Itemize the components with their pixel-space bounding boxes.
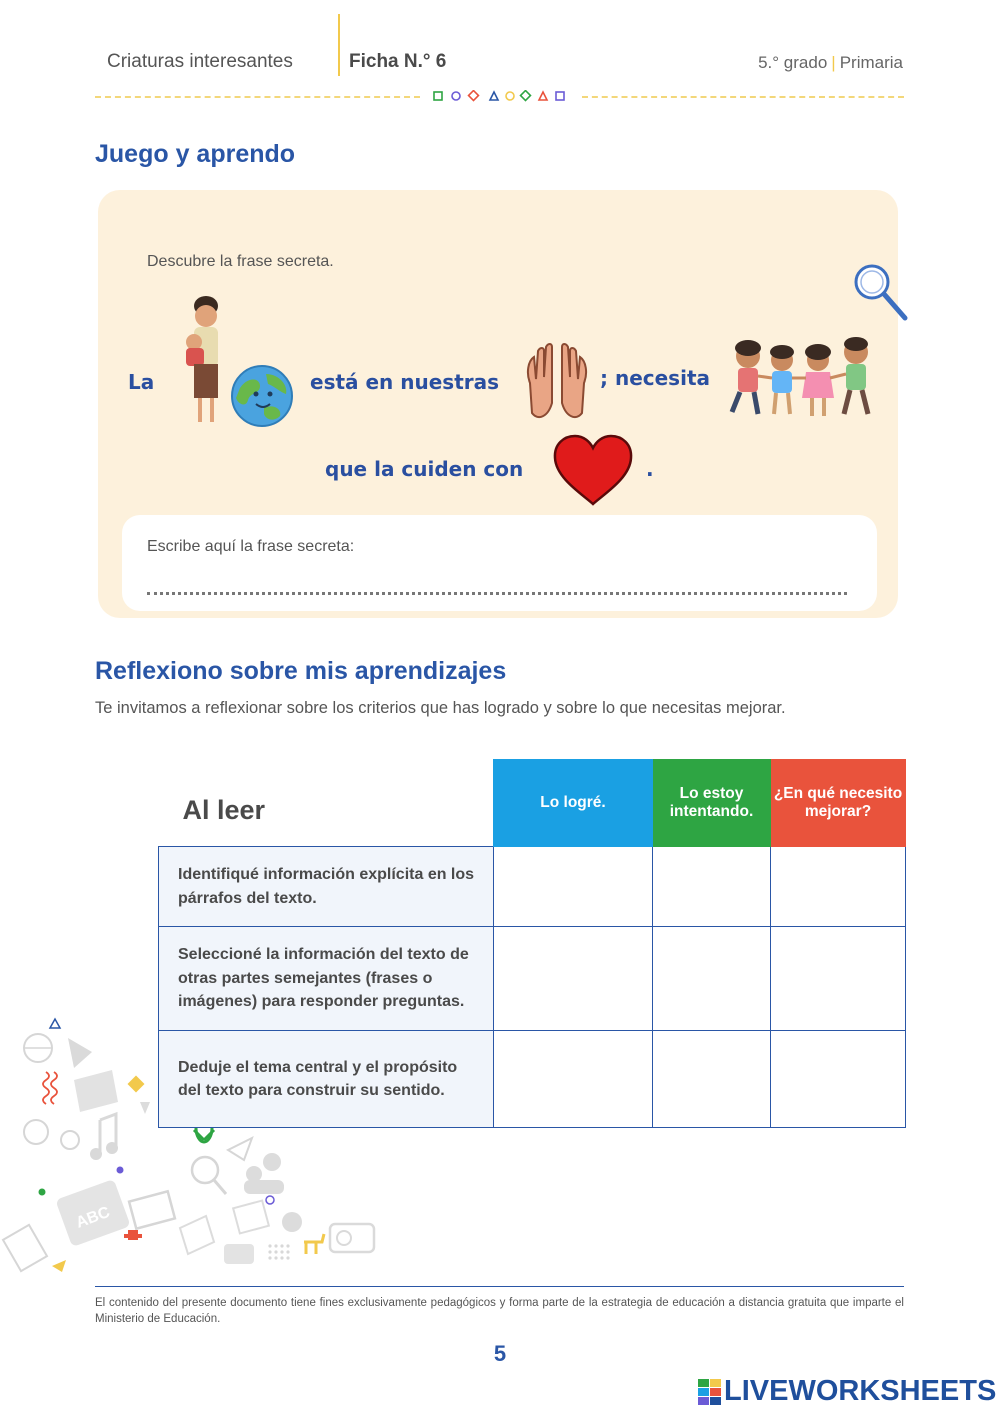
page-header: [0, 0, 1000, 110]
puzzle-period: .: [646, 457, 654, 481]
grade-separator: |: [831, 53, 836, 72]
answer-cell-done[interactable]: [494, 927, 653, 1031]
header-divider: [338, 14, 340, 76]
answer-cell-trying[interactable]: [653, 927, 771, 1031]
subject-title: Criaturas interesantes: [107, 51, 293, 72]
liveworksheets-logo-icon: [698, 1377, 722, 1407]
answer-cell-trying[interactable]: [653, 1031, 771, 1128]
worksheet-number: Ficha N.° 6: [349, 51, 447, 72]
answer-label: Escribe aquí la frase secreta:: [147, 538, 355, 555]
answer-cell-done[interactable]: [494, 1031, 653, 1128]
page-number: 5: [493, 1341, 507, 1366]
reflection-intro: Te invitamos a reflexionar sobre los criterios que has logrado y sobre lo que necesitas mejorar.: [95, 699, 786, 717]
answer-input[interactable]: [771, 1071, 905, 1086]
answer-cell-improve[interactable]: [771, 847, 906, 927]
column-header-trying: Lo estoy intentando.: [653, 760, 771, 847]
level-label: Primaria: [839, 53, 903, 72]
decorative-shapes-row: [432, 90, 568, 104]
answer-input[interactable]: [653, 879, 770, 894]
table-header-row: [159, 760, 906, 847]
answer-input[interactable]: [494, 971, 652, 986]
answer-cell-improve[interactable]: [771, 1031, 906, 1128]
header-dashed-line-right: [582, 96, 904, 98]
reflection-section-title: Reflexiono sobre mis aprendizajes: [95, 657, 507, 685]
mother-icon: [176, 294, 232, 428]
answer-input[interactable]: [494, 1071, 652, 1086]
answer-cell-trying[interactable]: [653, 847, 771, 927]
puzzle-word-necesita: ; necesita: [600, 366, 710, 390]
liveworksheets-brand: LIVEWORKSHEETS: [724, 1375, 997, 1407]
answer-input[interactable]: [771, 971, 905, 986]
footer-disclaimer: El contenido del presente documento tiene fines exclusivamente pedagógicos y forma parte de la estrategia de educación a distancia gratuita que imparte el Ministerio de Educación.: [95, 1297, 904, 1325]
magnifier-icon: [850, 262, 912, 324]
header-dashed-line-left: [95, 96, 420, 98]
grade-label: 5.° grado: [758, 53, 828, 72]
answer-panel: [122, 515, 877, 611]
column-header-improve: ¿En qué necesito mejorar?: [771, 760, 906, 847]
answer-cell-done[interactable]: [494, 847, 653, 927]
puzzle-words-hands: está en nuestras: [310, 370, 500, 394]
children-icon: [726, 336, 881, 422]
answer-input[interactable]: [494, 879, 652, 894]
game-instruction: Descubre la frase secreta.: [147, 253, 334, 270]
answer-input[interactable]: [653, 971, 770, 986]
criterion-cell: Seleccioné la información del texto de otras partes semejantes (frases o imágenes) para responder preguntas.: [159, 927, 494, 1031]
earth-icon: [230, 364, 294, 428]
secret-phrase-input[interactable]: [147, 581, 847, 595]
criterion-cell: Deduje el tema central y el propósito del texto para construir su sentido.: [159, 1031, 494, 1128]
answer-cell-improve[interactable]: [771, 927, 906, 1031]
answer-input[interactable]: [653, 1071, 770, 1086]
svg-text:ABC: ABC: [73, 1203, 113, 1232]
puzzle-words-heart: que la cuiden con: [325, 457, 524, 481]
puzzle-word-la: La: [128, 370, 155, 394]
game-section-title: Juego y aprendo: [95, 140, 296, 168]
grade-info: [758, 53, 903, 73]
decorative-school-icons: [0, 1010, 400, 1280]
table-title: Al leer: [182, 795, 266, 826]
table-row: [159, 847, 906, 927]
criterion-cell: Identifiqué información explícita en los párrafos del texto.: [159, 847, 494, 927]
hands-icon: [522, 343, 592, 423]
answer-input[interactable]: [771, 879, 905, 894]
column-header-done: Lo logré.: [494, 760, 653, 847]
heart-icon: [552, 434, 634, 506]
footer-divider: [95, 1286, 904, 1287]
